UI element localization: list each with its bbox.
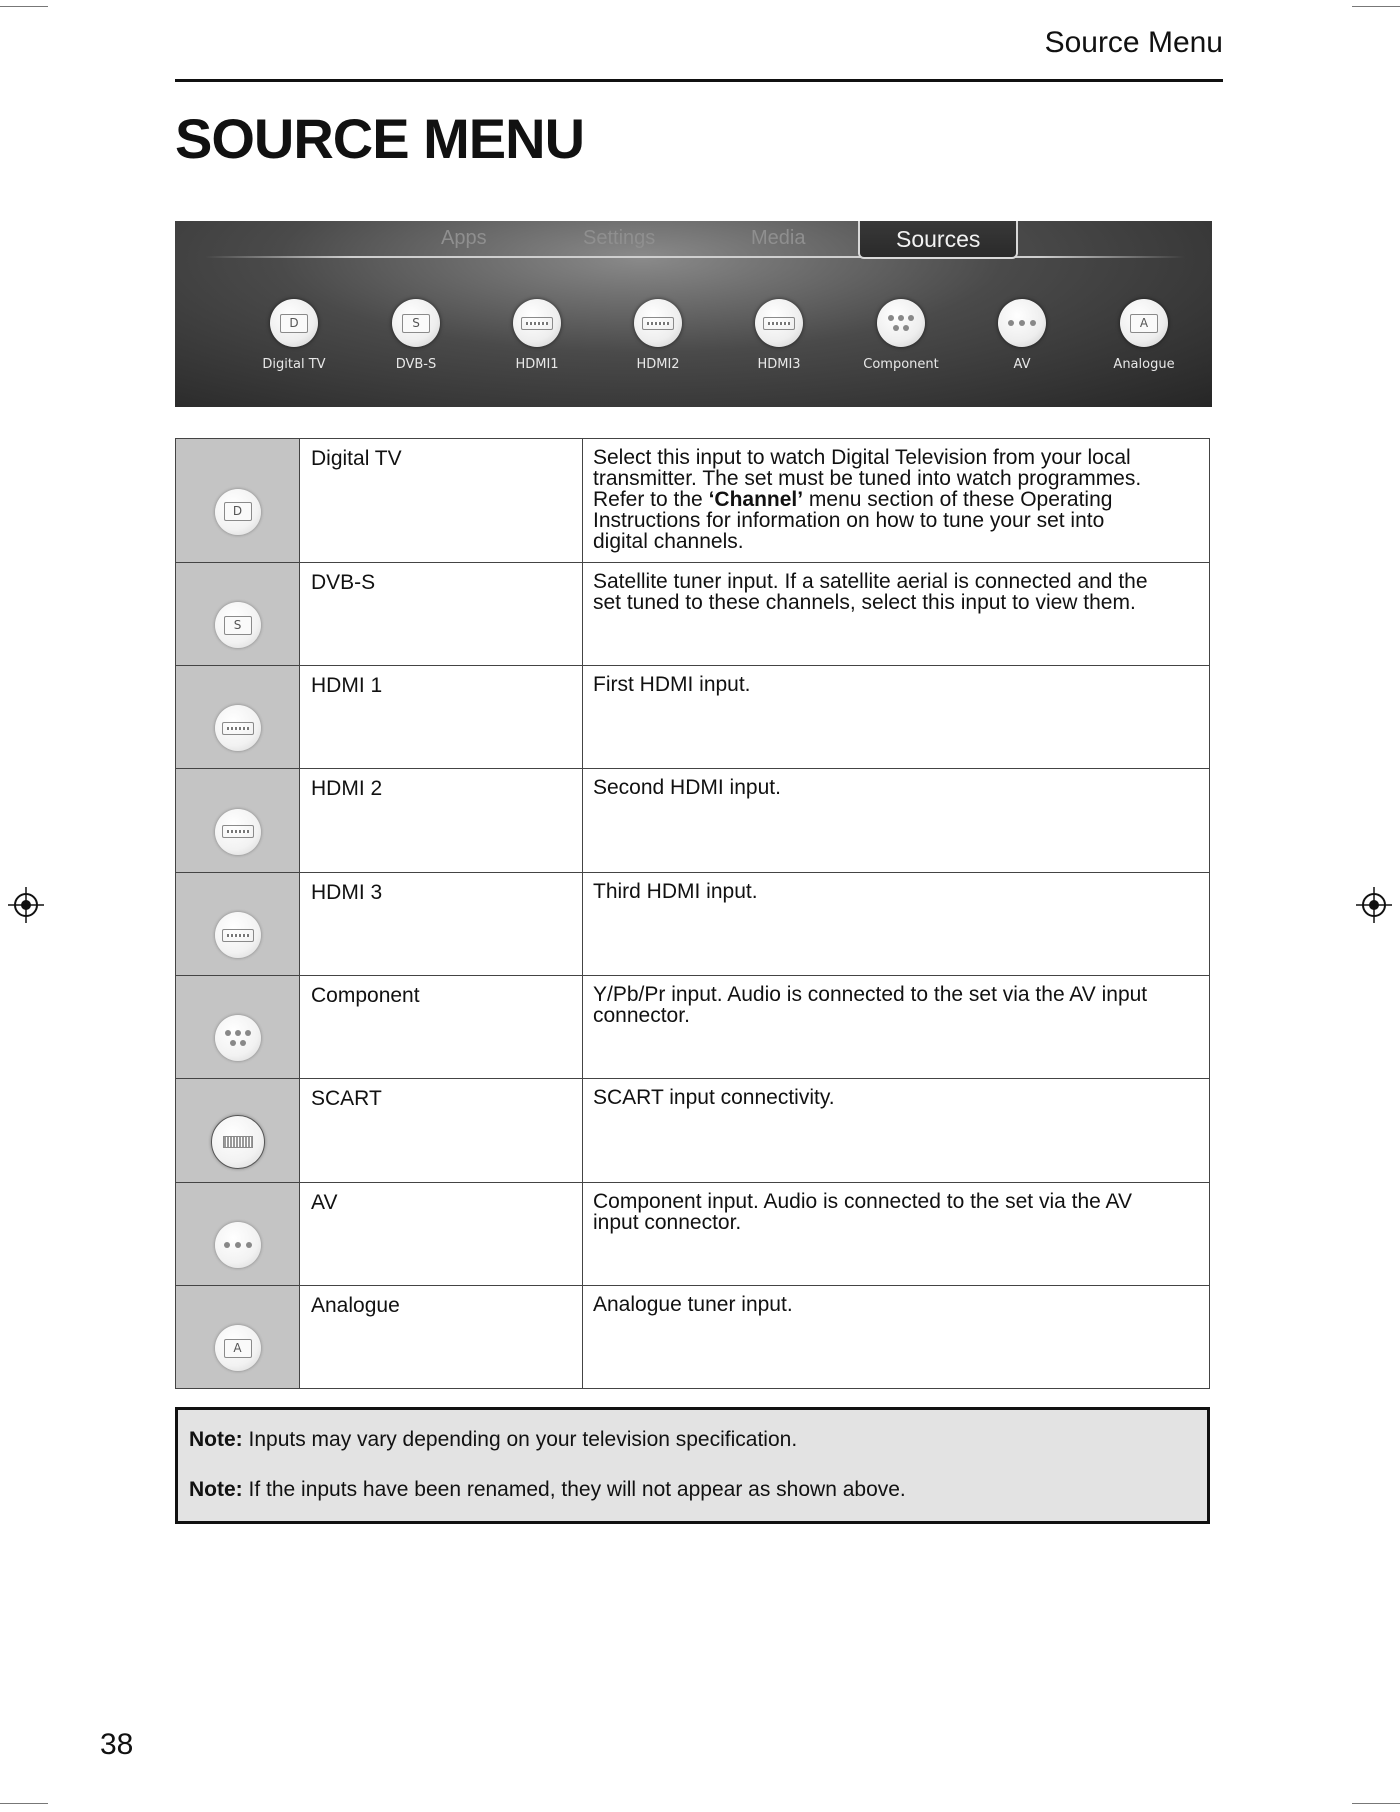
page-number: 38 [100,1728,134,1761]
source-digital-tv[interactable] [239,299,349,372]
digital-tv-icon: D [270,299,318,347]
source-description: Component input. Audio is connected to the set via the AV input connector. [583,1183,1210,1286]
table-row [176,666,1210,769]
source-hdmi3[interactable] [724,299,834,372]
note-text: If the inputs have been renamed, they will not appear as shown above. [242,1478,906,1501]
table-row [176,563,1210,666]
source-hdmi2[interactable] [603,299,713,372]
source-label: HDMI1 [515,357,559,372]
tab-settings[interactable]: Settings [583,227,656,249]
analogue-icon: A [215,1325,261,1371]
table-row [176,439,1210,563]
source-name: Component [300,976,583,1079]
source-component[interactable] [846,299,956,372]
component-icon [877,299,925,347]
source-label: HDMI2 [636,357,680,372]
hdmi-icon [634,299,682,347]
source-name: SCART [300,1079,583,1183]
hdmi-icon [215,809,261,855]
source-label: Digital TV [262,357,326,372]
tab-underline [205,256,1185,258]
table-row [176,1183,1210,1286]
source-label: Component [863,357,939,372]
crop-mark [0,1803,48,1804]
source-description: First HDMI input. [583,666,1210,769]
hdmi-icon [215,705,261,751]
source-label: HDMI3 [757,357,801,372]
source-description: Y/Pb/Pr input. Audio is connected to the set via the AV input connector. [583,976,1210,1079]
source-name: HDMI 1 [300,666,583,769]
sources-table [175,438,1210,1389]
hdmi-icon [215,912,261,958]
source-name: HDMI 2 [300,769,583,873]
table-row [176,873,1210,976]
note-label: Note: [189,1478,243,1501]
av-icon [215,1222,261,1268]
tab-sources[interactable]: Sources [896,226,981,252]
hdmi-icon [755,299,803,347]
source-name: HDMI 3 [300,873,583,976]
tab-apps[interactable]: Apps [441,227,487,249]
source-label: DVB-S [395,357,437,372]
scart-icon [211,1115,265,1169]
source-name: Analogue [300,1286,583,1389]
table-row [176,769,1210,873]
note-line [189,1478,906,1502]
page-title: SOURCE MENU [175,107,585,170]
note-label: Note: [189,1428,243,1451]
source-label: AV [1013,357,1031,372]
source-name: Digital TV [300,439,583,563]
source-name: AV [300,1183,583,1286]
source-description: SCART input connectivity. [583,1079,1210,1183]
source-analogue[interactable] [1089,299,1199,372]
component-icon [215,1015,261,1061]
source-av[interactable] [967,299,1077,372]
source-description: Second HDMI input. [583,769,1210,873]
source-description: Satellite tuner input. If a satellite aerial is connected and the set tuned to these channels, select this input to view them. [583,563,1210,666]
table-row [176,1079,1210,1183]
note-text: Inputs may vary depending on your television specification. [242,1428,798,1451]
dvb-s-icon: S [392,299,440,347]
digital-tv-icon: D [215,489,261,535]
tab-media[interactable]: Media [751,227,806,249]
running-header: Source Menu [1044,26,1223,59]
source-description: Select this input to watch Digital Television from your local transmitter. The set must be tuned into watch programmes. Refer to the ‘Channel’ menu section of these Operating Instructions for information on how to tune your set into digital channels. [583,439,1210,563]
note-line [189,1428,797,1452]
source-name: DVB-S [300,563,583,666]
crop-mark [1352,6,1400,7]
note-box [175,1407,1210,1524]
crop-mark [1352,1803,1400,1804]
source-label: Analogue [1113,357,1175,372]
registration-mark-icon [1356,887,1392,923]
table-row [176,1286,1210,1389]
source-hdmi1[interactable] [482,299,592,372]
hdmi-icon [513,299,561,347]
crop-mark [0,6,48,7]
analogue-icon: A [1120,299,1168,347]
source-description: Third HDMI input. [583,873,1210,976]
table-row [176,976,1210,1079]
header-rule [175,79,1223,82]
source-description: Analogue tuner input. [583,1286,1210,1389]
dvb-s-icon: S [215,602,261,648]
source-dvb-s[interactable] [361,299,471,372]
tv-source-menu-screenshot [175,221,1212,407]
registration-mark-icon [8,887,44,923]
av-icon [998,299,1046,347]
